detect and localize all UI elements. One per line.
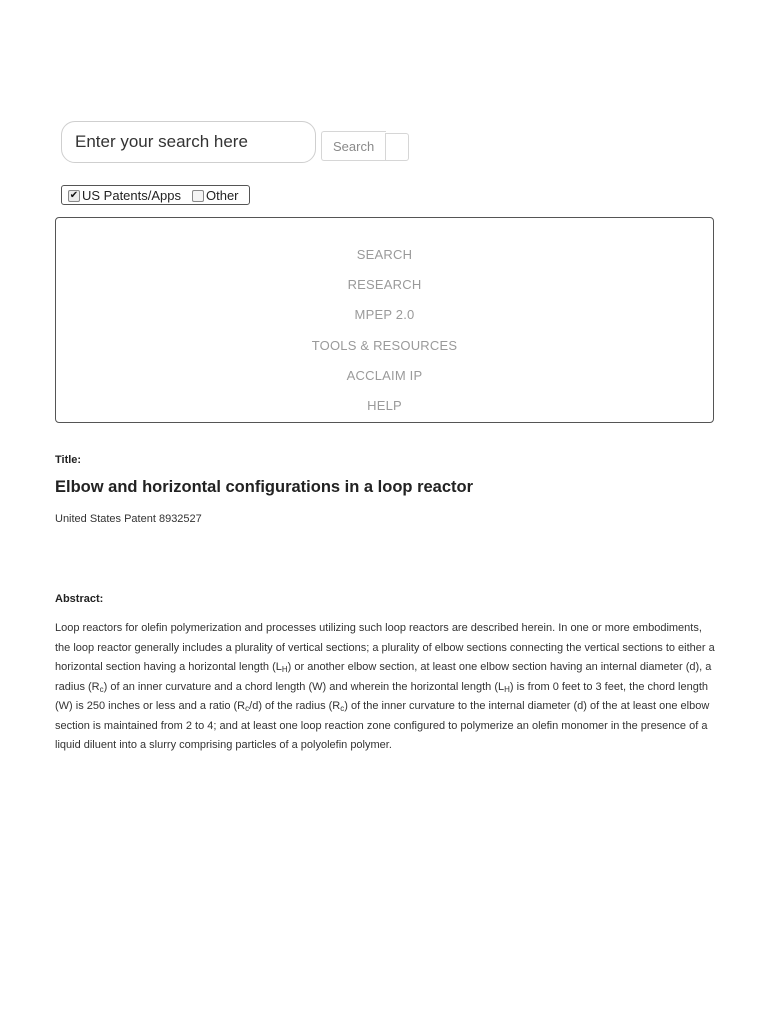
nav-item-tools-resources[interactable]: TOOLS & RESOURCES xyxy=(311,338,458,353)
us-patents-label[interactable]: US Patents/Apps xyxy=(82,187,181,203)
other-checkbox[interactable] xyxy=(192,190,204,202)
nav-item-research[interactable]: RESEARCH xyxy=(347,277,422,292)
patent-number: United States Patent 8932527 xyxy=(55,513,202,525)
main-nav-menu xyxy=(55,217,714,423)
search-filters xyxy=(61,185,250,205)
search-options-button[interactable] xyxy=(385,133,409,161)
nav-item-search[interactable]: SEARCH xyxy=(356,247,413,262)
abstract-label: Abstract: xyxy=(55,593,104,605)
title-label: Title: xyxy=(55,454,82,466)
other-label[interactable]: Other xyxy=(206,187,239,203)
nav-item-mpep[interactable]: MPEP 2.0 xyxy=(354,307,415,322)
nav-item-acclaim-ip[interactable]: ACCLAIM IP xyxy=(346,368,423,383)
nav-item-help[interactable]: HELP xyxy=(367,398,402,413)
search-button[interactable]: Search xyxy=(321,131,386,161)
search-input[interactable] xyxy=(61,121,316,163)
abstract-text: Loop reactors for olefin polymerization and processes utilizing such loop reactors are described herein. In one or more embodiments, the loop reactor generally includes a plurality of vertical sections; a plurality of elbow sections connecting the vertical sections to either a horizontal section having a horizontal length $(L_H)$ or another elbow section, at least one elbow section having an internal diameter (d), a radius $(R_c)$ of an inner curvature and a chord length (W) and wherein the horizontal length $(L_H)$ is from 0 feet to 3 feet, the chord length (W) is 250 inches or less and a ratio $(R_c/d)$ of the radius $(R_c)$ of the inner curvature to the internal diameter (d) of the at least one elbow section is maintained from 2 to 4; and at least one loop reaction zone configured to polymerize an olefin monomer in the presence of a liquid diluent into a slurry comprising particles of a polyolefin polymer. xyxy=(55,622,715,751)
us-patents-checkbox[interactable]: ✔ xyxy=(69,190,79,201)
patent-title: Elbow and horizontal configurations in a loop reactor xyxy=(55,478,474,496)
